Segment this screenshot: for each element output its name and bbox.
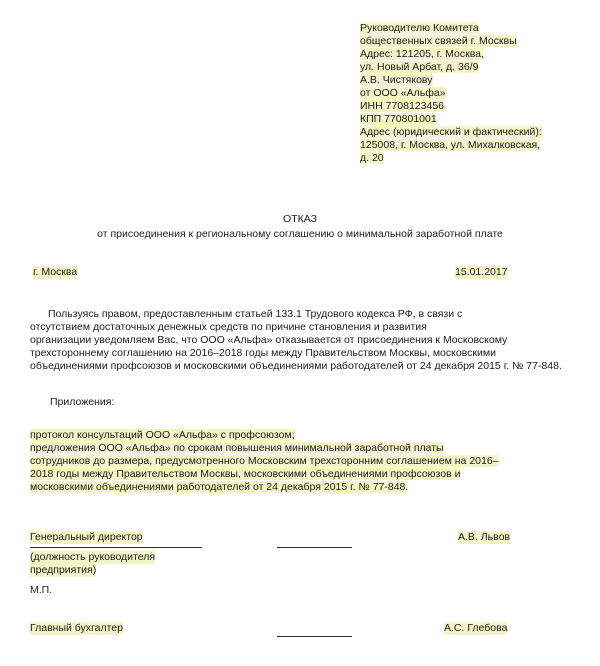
document-title: ОТКАЗ	[283, 213, 317, 225]
accountant-position: Главный бухгалтер	[30, 622, 123, 634]
document-subtitle: от присоединения к региональному соглашению о минимальной заработной плате	[97, 228, 503, 240]
accountant-signature-line	[277, 636, 352, 637]
attachments-heading: Приложения:	[50, 396, 115, 408]
director-position: Генеральный директор	[30, 531, 143, 543]
addressee-line: Адрес: 121205, г. Москва,	[360, 48, 484, 60]
body-line: отсутствием достаточных денежных средств по причине становления и развития	[30, 321, 427, 333]
addressee-line: А.В. Чистякову	[360, 74, 433, 86]
addressee-line: ИНН 7708123456	[360, 100, 445, 112]
attachment-line: протокол консультаций ООО «Альфа» с профсоюзом;	[30, 429, 295, 441]
position-note: предприятия)	[30, 564, 97, 576]
document-date: 15.01.2017	[455, 266, 508, 278]
attachment-line: сотрудников до размера, предусмотренного Московским трехсторонним соглашением на 2016–	[30, 455, 499, 467]
body-line: объединениями профсоюзов и московскими объединениями работодателей от 24 декабря 2015 г. № 77-848.	[30, 360, 562, 372]
body-line: трехстороннему соглашению на 2016–2018 годы между Правительством Москвы, московскими	[30, 347, 496, 359]
director-name: А.В. Львов	[458, 531, 510, 543]
body-line: организации уведомляем Вас, что ООО «Альфа» отказывается от присоединения к Московскому	[30, 334, 508, 346]
body-paragraph	[30, 308, 562, 373]
addressee-line: от ООО «Альфа»	[360, 87, 446, 99]
accountant-name: А.С. Глебова	[444, 622, 508, 634]
addressee-line: общественных связей г. Москвы	[360, 35, 517, 47]
stamp-placeholder: М.П.	[30, 584, 53, 596]
addressee-line: КПП 770801001	[360, 113, 437, 125]
director-signature-line	[277, 547, 352, 548]
addressee-line: 125008, г. Москва, ул. Михалковская,	[360, 139, 541, 151]
addressee-line: Руководителю Комитета	[360, 22, 479, 34]
body-line: Пользуясь правом, предоставленным статьей 133.1 Трудового кодекса РФ, в связи с	[48, 308, 463, 320]
attachments-list	[30, 429, 499, 494]
position-note: (должность руководителя	[30, 551, 156, 563]
addressee-line: ул. Новый Арбат, д. 36/9	[360, 61, 479, 73]
attachment-line: предложения ООО «Альфа» по срокам повышения минимальной заработной платы	[30, 442, 444, 454]
addressee-line: Адрес (юридический и фактический):	[360, 126, 542, 138]
position-underline	[30, 547, 202, 548]
addressee-line: д. 20	[360, 152, 384, 164]
attachment-line: 2018 годы между Правительством Москвы, московскими объединениями профсоюзов и	[30, 468, 461, 480]
city: г. Москва	[33, 266, 78, 278]
attachment-line: московскими объединениями работодателей от 24 декабря 2015 г. № 77-848.	[30, 481, 409, 493]
addressee-block	[360, 22, 542, 165]
